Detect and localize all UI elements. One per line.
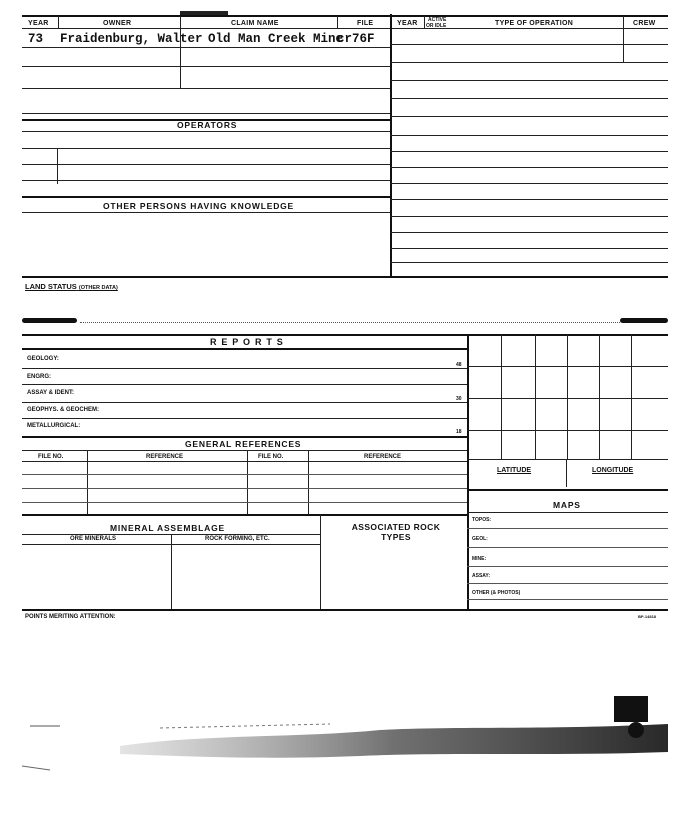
- mineral-assemblage-title: MINERAL ASSEMBLAGE: [110, 523, 225, 533]
- record-year: 73: [28, 32, 44, 46]
- form-number: BP-14818: [638, 614, 657, 619]
- maps-row-line: [467, 599, 668, 600]
- operators-row-line: [22, 148, 390, 149]
- owner-row-line: [22, 113, 390, 114]
- reports-title: R E P O R T S: [210, 337, 284, 347]
- ink-smudge: [620, 318, 668, 323]
- report-assay-num: 30: [456, 396, 462, 402]
- gen-ref-row-line: [22, 488, 467, 489]
- rock-forming-header: ROCK FORMING, ETC.: [205, 536, 270, 542]
- reports-row-line: [22, 368, 467, 369]
- owner-row-line: [22, 88, 390, 89]
- ops-row-line: [390, 116, 668, 117]
- reports-top-rule: [22, 334, 668, 336]
- col-div-year: [58, 16, 59, 28]
- owner-row-line: [22, 66, 390, 67]
- record-claim-name: Old Man Creek Mine: [208, 32, 344, 46]
- ops-row-line: [390, 135, 668, 136]
- grid-vline: [535, 334, 536, 459]
- maps-top-rule: [467, 489, 668, 491]
- header-year-2: YEAR: [397, 20, 418, 27]
- faint-rule: [80, 322, 620, 323]
- maps-row-line: [467, 566, 668, 567]
- maps-topos: TOPOS:: [472, 517, 492, 523]
- gen-ref-bottom-rule: [22, 514, 467, 516]
- reports-header-rule: [22, 348, 467, 350]
- grid-hline: [467, 430, 668, 431]
- gen-ref-row-line: [22, 502, 467, 503]
- ops-row-line: [390, 232, 668, 233]
- col-div-crew: [623, 16, 624, 62]
- operators-title: OPERATORS: [177, 120, 238, 130]
- reports-right-border: [467, 334, 469, 609]
- maps-title: MAPS: [553, 500, 581, 510]
- associated-rock-types-title: ASSOCIATED ROCK TYPES: [351, 522, 441, 542]
- mineral-col-div: [171, 534, 172, 609]
- maps-assay: ASSAY:: [472, 573, 491, 579]
- land-status-note: (OTHER DATA): [78, 285, 118, 291]
- other-persons-top-rule: [22, 196, 390, 198]
- gen-ref-reference-2: REFERENCE: [364, 454, 402, 460]
- maps-header-rule: [467, 512, 668, 513]
- gen-ref-col-div: [308, 450, 309, 514]
- other-persons-row-line: [22, 212, 390, 213]
- maps-row-line: [467, 583, 668, 584]
- lat-long-divider: [566, 459, 567, 487]
- bottom-form-rule: [22, 609, 668, 611]
- assoc-rock-col-div: [320, 514, 321, 609]
- grid-vline: [631, 334, 632, 459]
- land-status-label: LAND STATUS: [25, 282, 77, 291]
- operators-col-div: [57, 148, 58, 184]
- grid-vline: [567, 334, 568, 459]
- report-metallurgical-num: 18: [456, 429, 462, 435]
- grid-hline: [467, 459, 668, 460]
- general-references-title: GENERAL REFERENCES: [185, 439, 302, 449]
- header-crew: CREW: [633, 20, 656, 27]
- ops-row-line: [390, 199, 668, 200]
- report-assay: ASSAY & IDENT:: [27, 390, 75, 396]
- reports-row-line: [22, 402, 467, 403]
- header-or-idle: OR IDLE: [426, 23, 447, 29]
- report-geology-num: 48: [456, 362, 462, 368]
- latitude-label: LATITUDE: [497, 467, 532, 474]
- col-div-owner: [180, 16, 181, 88]
- report-metallurgical: METALLURGICAL:: [27, 423, 81, 429]
- reports-row-line: [22, 418, 467, 419]
- ops-row-line: [390, 248, 668, 249]
- ops-row-line: [390, 98, 668, 99]
- ops-row-line: [390, 80, 668, 81]
- operators-row-line: [22, 164, 390, 165]
- ops-row-line: [390, 167, 668, 168]
- ink-smudge: [22, 318, 77, 323]
- header-type-of-operation: TYPE OF OPERATION: [495, 20, 574, 27]
- gen-ref-file-no-2: FILE NO.: [258, 454, 284, 460]
- land-status-top-rule: [22, 276, 668, 278]
- ops-row-line: [390, 216, 668, 217]
- operators-row-line: [22, 131, 390, 132]
- grid-hline: [467, 366, 668, 367]
- reports-row-line: [22, 384, 467, 385]
- header-file: FILE: [357, 20, 374, 27]
- owner-row-line: [22, 47, 390, 48]
- header-claim-name: CLAIM NAME: [231, 20, 279, 27]
- gen-ref-col-div: [247, 450, 248, 514]
- reports-bottom-rule: [22, 436, 467, 438]
- operators-row-line: [22, 180, 390, 181]
- points-meriting-attention: POINTS MERITING ATTENTION:: [25, 614, 116, 620]
- land-status-title: [25, 282, 118, 291]
- report-geophys: GEOPHYS. & GEOCHEM:: [27, 407, 100, 413]
- header-owner: OWNER: [103, 20, 132, 27]
- grid-hline: [467, 398, 668, 399]
- longitude-label: LONGITUDE: [592, 467, 634, 474]
- ops-row-line: [390, 44, 668, 45]
- ops-row-line: [390, 183, 668, 184]
- ore-minerals-header: ORE MINERALS: [70, 536, 117, 542]
- record-file: cr76F: [337, 32, 375, 46]
- maps-row-line: [467, 547, 668, 548]
- gen-ref-header-top: [22, 450, 467, 451]
- header-active: ACTIVE: [428, 17, 447, 23]
- grid-vline: [501, 334, 502, 459]
- maps-row-line: [467, 528, 668, 529]
- report-geology: GEOLOGY:: [27, 356, 59, 362]
- scan-noise-band: [0, 690, 678, 790]
- ops-row-line: [390, 62, 668, 63]
- gen-ref-col-div: [87, 450, 88, 514]
- center-divider: [390, 14, 392, 276]
- maps-other: OTHER (& PHOTOS): [472, 590, 521, 596]
- maps-mine: MINE:: [472, 556, 487, 562]
- gen-ref-row-line: [22, 474, 467, 475]
- record-owner: Fraidenburg, Walter: [60, 32, 203, 46]
- gen-ref-header-bottom: [22, 461, 467, 462]
- header-bottom-rule: [22, 28, 668, 29]
- report-engrg: ENGRG:: [27, 374, 51, 380]
- ops-row-line: [390, 262, 668, 263]
- col-div-claim: [337, 16, 338, 28]
- header-year: YEAR: [28, 20, 49, 27]
- top-rule: [22, 15, 668, 17]
- gen-ref-file-no-1: FILE NO.: [38, 454, 64, 460]
- gen-ref-reference-1: REFERENCE: [146, 454, 184, 460]
- top-ink-mark: [180, 11, 228, 15]
- ops-row-line: [390, 151, 668, 152]
- maps-geol: GEOL:: [472, 536, 488, 542]
- col-div-year2: [424, 16, 425, 28]
- other-persons-title: OTHER PERSONS HAVING KNOWLEDGE: [103, 201, 295, 211]
- grid-vline: [599, 334, 600, 459]
